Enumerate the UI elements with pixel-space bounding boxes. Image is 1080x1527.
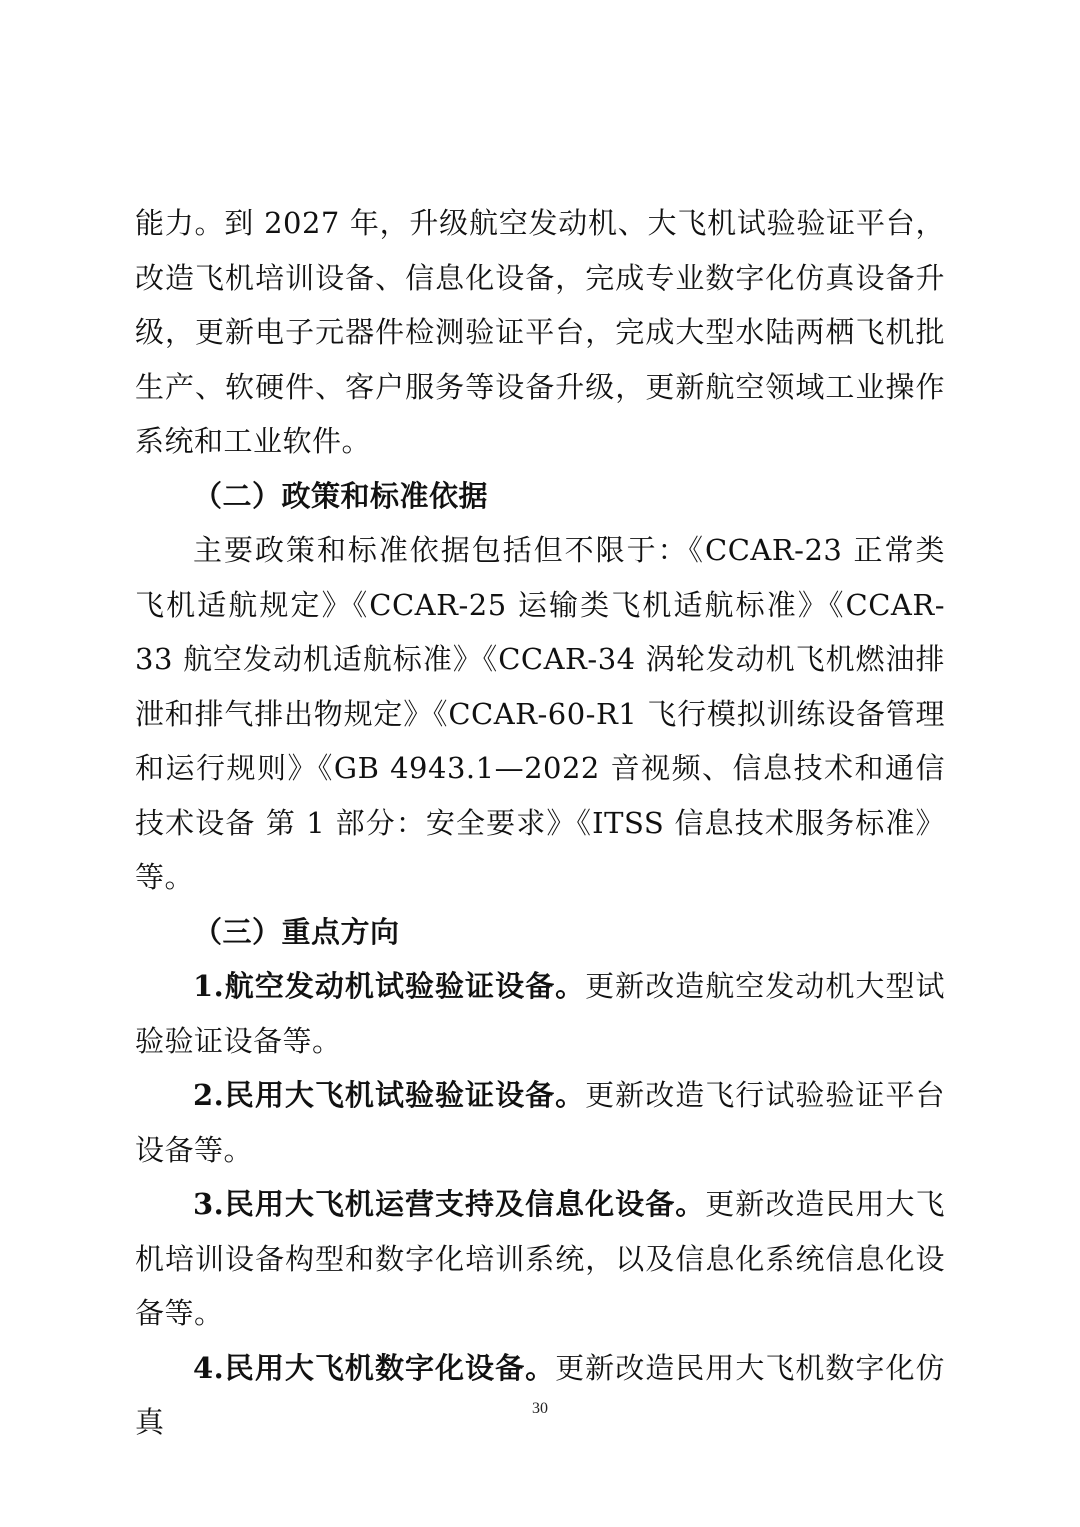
document-body bbox=[135, 196, 945, 1450]
paragraph-text: 更新改造飞行试验验证平台设备等。 bbox=[135, 1078, 945, 1167]
paragraph-text: 更新改造民用大飞机培训设备构型和数字化培训系统，以及信息化系统信息化设备等。 bbox=[135, 1187, 945, 1330]
paragraph-operations-it-equipment bbox=[135, 1177, 945, 1341]
paragraph-aircraft-test-equipment bbox=[135, 1068, 945, 1177]
paragraph-text: 能力。到 2027 年，升级航空发动机、大飞机试验验证平台，改造飞机培训设备、信息化设备，完成专业数字化仿真设备升级，更新电子元器件检测验证平台，完成大型水陆两栖飞机批生产、软硬件、客户服务等设备升级，更新航空领域工业操作系统和工业软件。 bbox=[135, 206, 945, 458]
section-heading-policy-basis: （二）政策和标准依据 bbox=[193, 478, 489, 513]
page-number: 30 bbox=[532, 1400, 548, 1417]
section-heading-key-directions: （三）重点方向 bbox=[193, 914, 400, 949]
paragraph-digital-equipment bbox=[135, 1341, 945, 1450]
item-lead: 4.民用大飞机数字化设备。 bbox=[193, 1350, 556, 1385]
item-lead: 1.航空发动机试验验证设备。 bbox=[193, 969, 586, 1003]
paragraph-engine-test-equipment bbox=[135, 959, 945, 1068]
paragraph-text: 更新改造航空发动机大型试验验证设备等。 bbox=[135, 969, 945, 1058]
paragraph-text: 主要政策和标准依据包括但不限于：《CCAR-23 正常类飞机适航规定》《CCAR-25 运输类飞机适航标准》《CCAR-33 航空发动机适航标准》《CCAR-34 涡轮发动机飞机燃油排泄和排气排出物规定》《CCAR-60-R1 飞行模拟训练设备管理和运行规则》《GB 4943.1—2022 音视频、信息技术和通信技术设备 第 1 部分：安全要求》《ITSS 信息技术服务标准》等。 bbox=[135, 533, 945, 894]
item-lead: 3.民用大飞机运营支持及信息化设备。 bbox=[193, 1187, 706, 1221]
paragraph-policy-standards bbox=[135, 523, 945, 905]
item-lead: 2.民用大飞机试验验证设备。 bbox=[193, 1078, 586, 1112]
paragraph-capability-targets bbox=[135, 196, 945, 469]
paragraph-text: 更新改造民用大飞机数字化仿真 bbox=[135, 1350, 945, 1439]
